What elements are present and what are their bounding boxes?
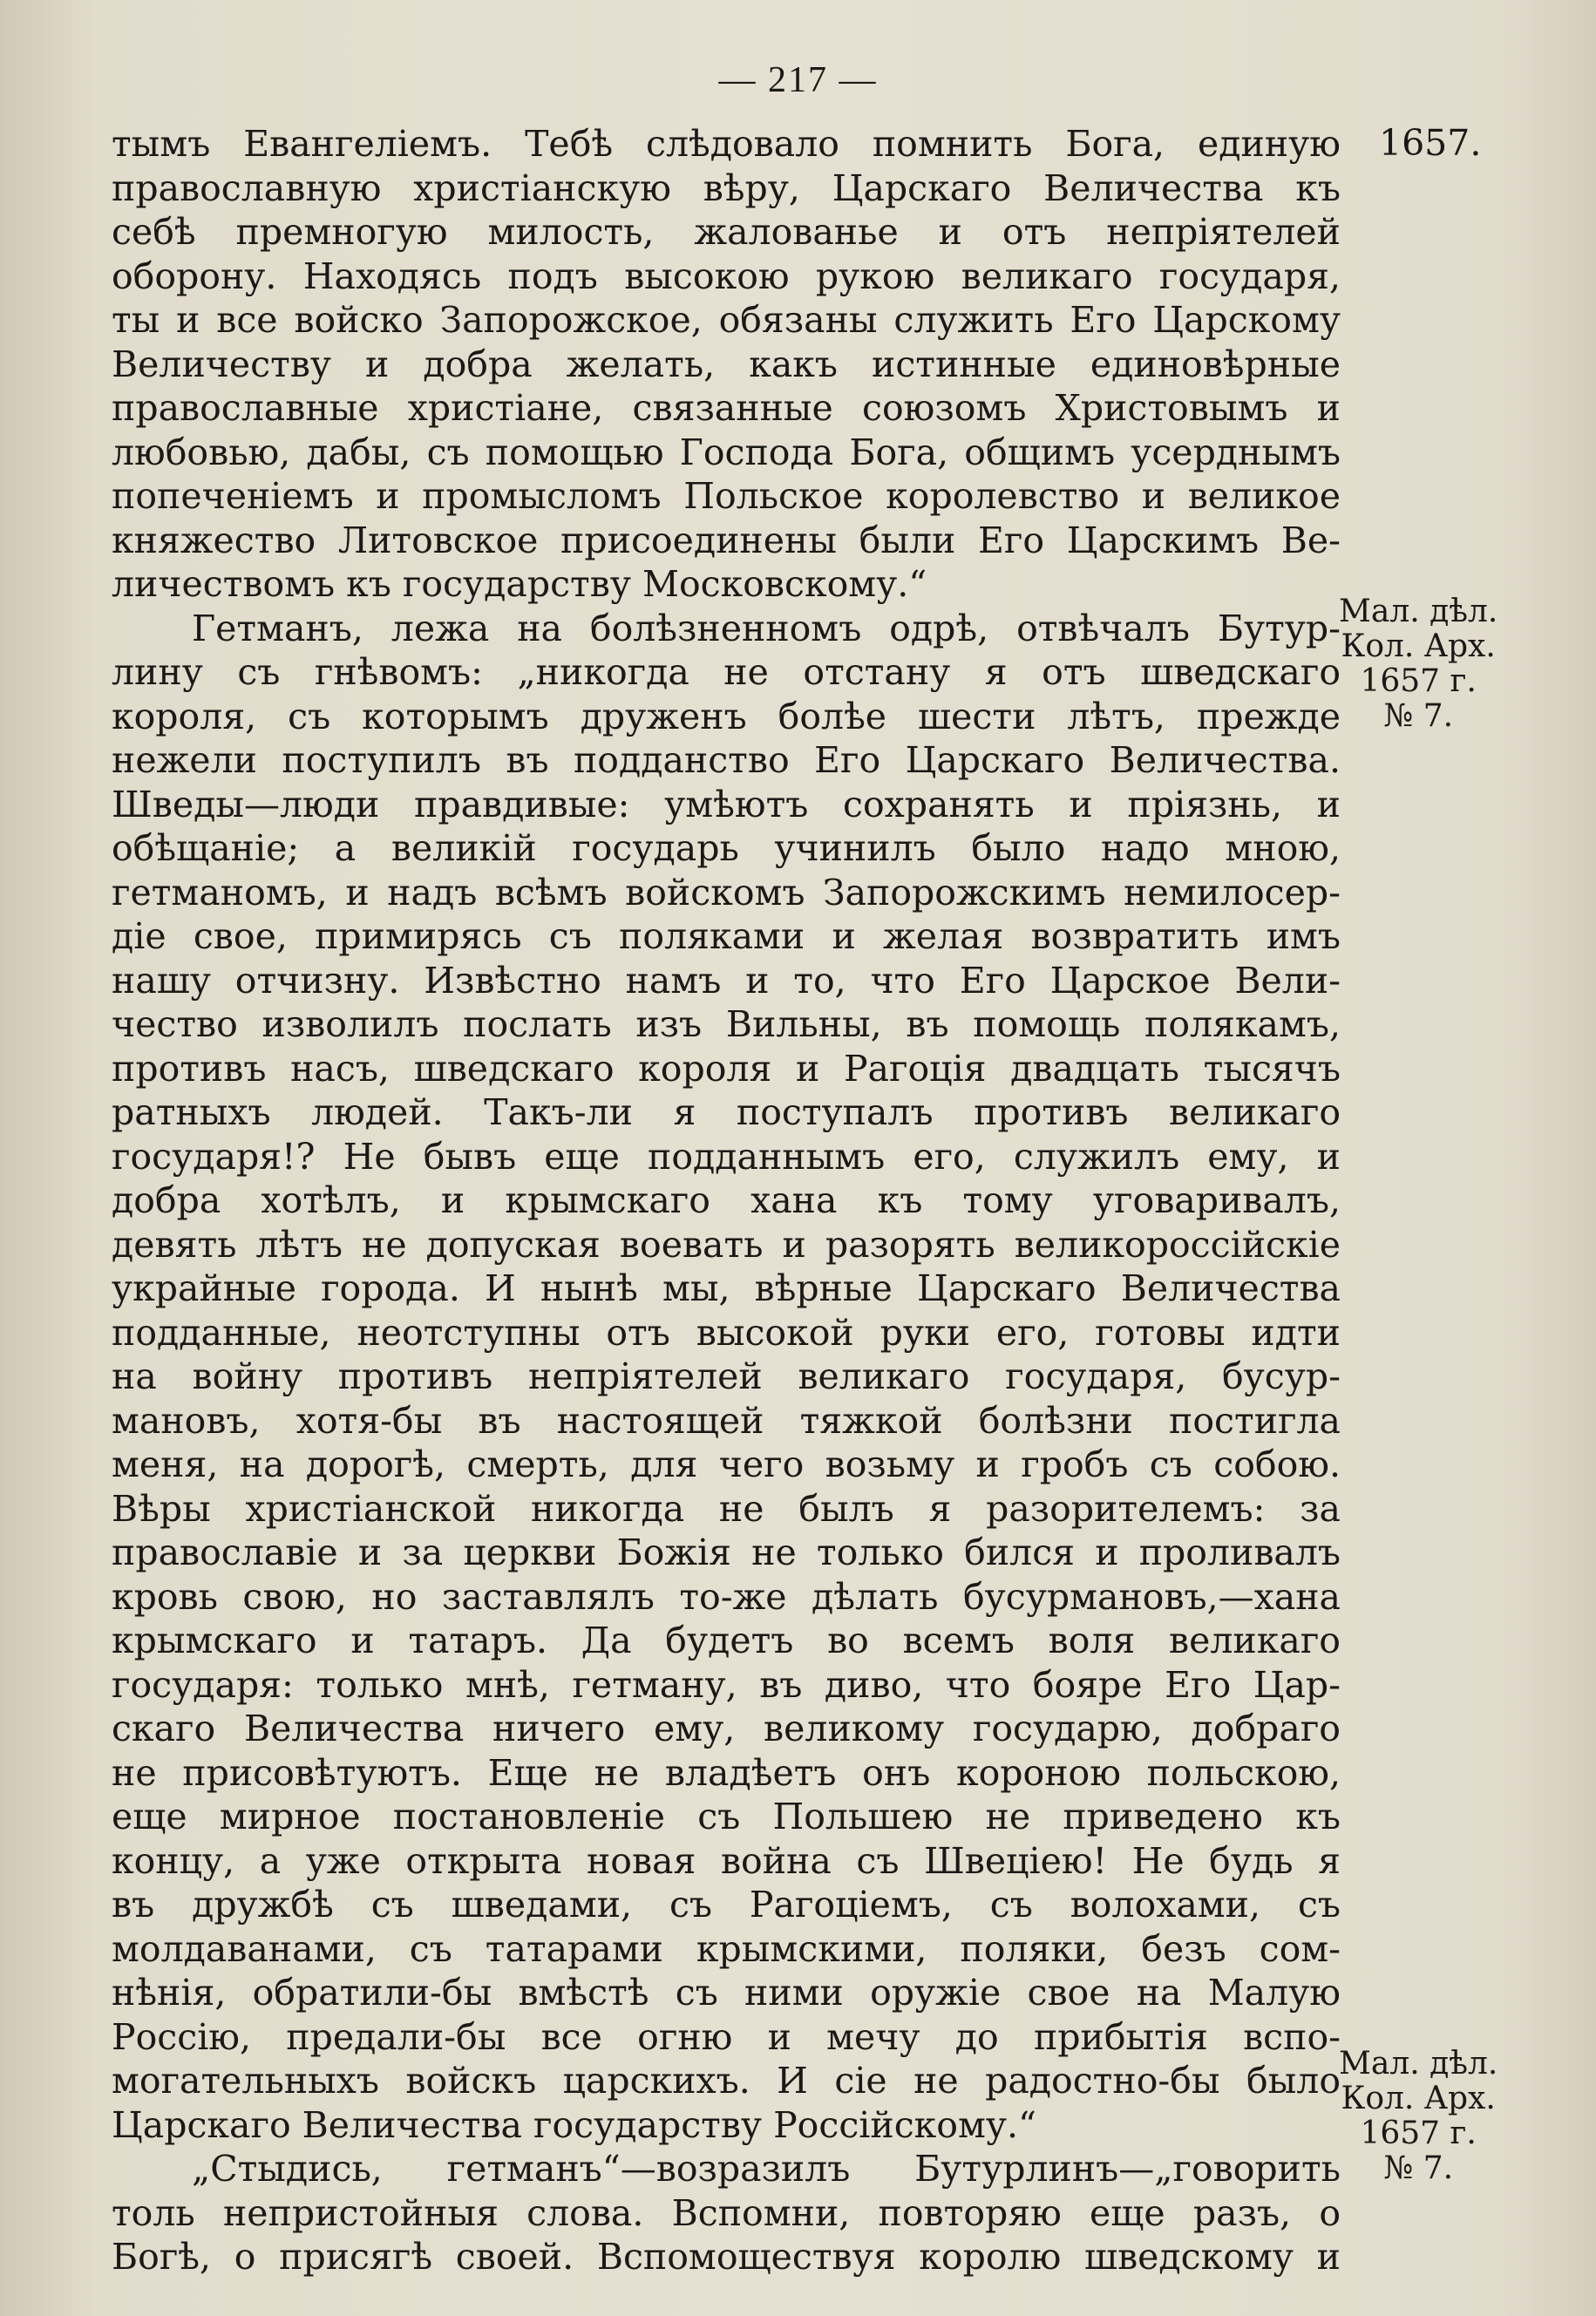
text-line: Вѣры христіанской никогда не былъ я разорителемъ: за: [112, 1487, 1341, 1530]
text-line: украйные города. И нынѣ мы, вѣрные Царскаго Величества: [112, 1267, 1341, 1309]
text-line: могательныхъ войскъ царскихъ. И сіе не радостно-бы было: [112, 2060, 1341, 2102]
text-line: мановъ, хотя-бы въ настоящей тяжкой болѣзни постигла: [112, 1399, 1341, 1442]
text-line: себѣ премногую милость, жалованье и отъ непріятелей: [112, 211, 1341, 253]
text-line: оборону. Находясь подъ высокою рукою великаго государя,: [112, 255, 1341, 297]
text-line: противъ насъ, шведскаго короля и Рагоція двадцать тысячъ: [112, 1047, 1341, 1090]
text-line: нѣнія, обратили-бы вмѣстѣ съ ними оружіе свое на Малую: [112, 1972, 1341, 2014]
text-line: крымскаго и татаръ. Да будетъ во всемъ воля великаго: [112, 1620, 1341, 1661]
text-line: на войну противъ непріятелей великаго государя, бусур-: [112, 1355, 1341, 1397]
text-line: еще мирное постановленіе съ Польшею не приведено къ: [112, 1796, 1341, 1837]
text-line: нежели поступилъ въ подданство Его Царскаго Величества.: [112, 739, 1341, 781]
margin-note-line: Кол. Арх.: [1341, 2081, 1496, 2116]
page-number: — 217 —: [718, 60, 878, 100]
text-line: любовью, дабы, съ помощью Господа Бога, общимъ усерднымъ: [112, 431, 1341, 473]
text-line: діе свое, примирясь съ поляками и желая возвратить имъ: [112, 915, 1341, 957]
text-line: Богѣ, о присягѣ своей. Вспомоществуя королю шведскому и: [112, 2236, 1341, 2278]
text-line: скаго Величества ничего ему, великому государю, добраго: [112, 1708, 1341, 1749]
text-line: православные христіане, связанные союзомъ Христовымъ и: [112, 387, 1341, 429]
text-line: короля, съ которымъ друженъ болѣе шести лѣтъ, прежде: [112, 695, 1341, 737]
text-line: „Стыдись, гетманъ“—возразилъ Бутурлинъ—„говорить: [192, 2148, 1341, 2190]
margin-year: 1657.: [1379, 122, 1482, 164]
text-line: Шведы—люди правдивые: умѣютъ сохранять и пріязнь, и: [112, 783, 1341, 825]
text-line: кровь свою, но заставлялъ то-же дѣлать бусурмановъ,—хана: [112, 1575, 1341, 1618]
text-line: Величеству и добра желать, какъ истинные единовѣрные: [112, 343, 1341, 385]
text-line: попеченіемъ и промысломъ Польское королевство и великое: [112, 475, 1341, 517]
text-line: православную христіанскую вѣру, Царскаго Величества къ: [112, 166, 1341, 209]
text-line: православіе и за церкви Божія не только бился и проливалъ: [112, 1532, 1341, 1573]
text-line: чество изволилъ послать изъ Вильны, въ помощь полякамъ,: [112, 1003, 1341, 1045]
text-line: государя!? Не бывъ еще подданнымъ его, служилъ ему, и: [112, 1135, 1341, 1178]
text-line: ратныхъ людей. Такъ-ли я поступалъ противъ великаго: [112, 1091, 1341, 1133]
text-line: обѣщаніе; а великій государь учинилъ было надо мною,: [112, 827, 1341, 869]
margin-note-line: Мал. дѣл.: [1339, 2046, 1498, 2082]
text-line: личествомъ къ государству Московскому.“: [112, 563, 927, 605]
text-line: концу, а уже открыта новая война съ Швеціею! Не будь я: [112, 1839, 1341, 1882]
text-line: Гетманъ, лежа на болѣзненномъ одрѣ, отвѣчалъ Бутур-: [192, 607, 1341, 649]
text-line: Царскаго Величества государству Россійскому.“: [112, 2103, 1036, 2146]
text-line: не присовѣтуютъ. Еще не владѣетъ онъ короною польскою,: [112, 1751, 1341, 1794]
body-text: [112, 122, 1341, 2279]
text-line: девять лѣтъ не допуская воевать и разорять великороссійскіе: [112, 1223, 1341, 1266]
text-line: государя: только мнѣ, гетману, въ диво, что бояре Его Цар-: [112, 1663, 1341, 1706]
text-line: меня, на дорогѣ, смерть, для чего возьму и гробъ съ собою.: [112, 1443, 1341, 1485]
text-line: тымъ Евангеліемъ. Тебѣ слѣдовало помнить Бога, единую: [112, 123, 1341, 165]
margin-note-line: Мал. дѣл.: [1339, 594, 1498, 629]
margin-note-line: № 7.: [1383, 698, 1454, 734]
text-line: въ дружбѣ съ шведами, съ Рагоціемъ, съ волохами, съ: [112, 1884, 1341, 1925]
margin-note-line: 1657 г.: [1360, 2116, 1477, 2151]
text-line: толь непристойныя слова. Вспомни, повторяю еще разъ, о: [112, 2191, 1341, 2234]
text-line: Россію, предали-бы все огню и мечу до прибытія вспо-: [112, 2015, 1341, 2058]
text-line: нашу отчизну. Извѣстно намъ и то, что Его Царское Вели-: [112, 959, 1341, 1002]
text-line: подданные, неотступны отъ высокой руки его, готовы идти: [112, 1311, 1341, 1354]
text-line: добра хотѣлъ, и крымскаго хана къ тому уговаривалъ,: [112, 1179, 1341, 1221]
margin-note-line: № 7.: [1383, 2150, 1454, 2186]
margin-note: [1339, 2047, 1498, 2186]
margin-note-line: Кол. Арх.: [1341, 628, 1496, 664]
text-line: лину съ гнѣвомъ: „никогда не отстану я отъ шведскаго: [112, 651, 1341, 693]
text-line: ты и все войско Запорожское, обязаны служить Его Царскому: [112, 299, 1341, 341]
text-line: молдаванами, съ татарами крымскими, поляки, безъ сом-: [112, 1927, 1341, 1970]
margin-note: [1339, 594, 1498, 734]
text-line: гетманомъ, и надъ всѣмъ войскомъ Запорожскимъ немилосер-: [112, 871, 1341, 913]
text-line: княжество Литовское присоединены были Его Царскимъ Ве-: [112, 519, 1341, 561]
margin-note-line: 1657 г.: [1360, 663, 1477, 699]
